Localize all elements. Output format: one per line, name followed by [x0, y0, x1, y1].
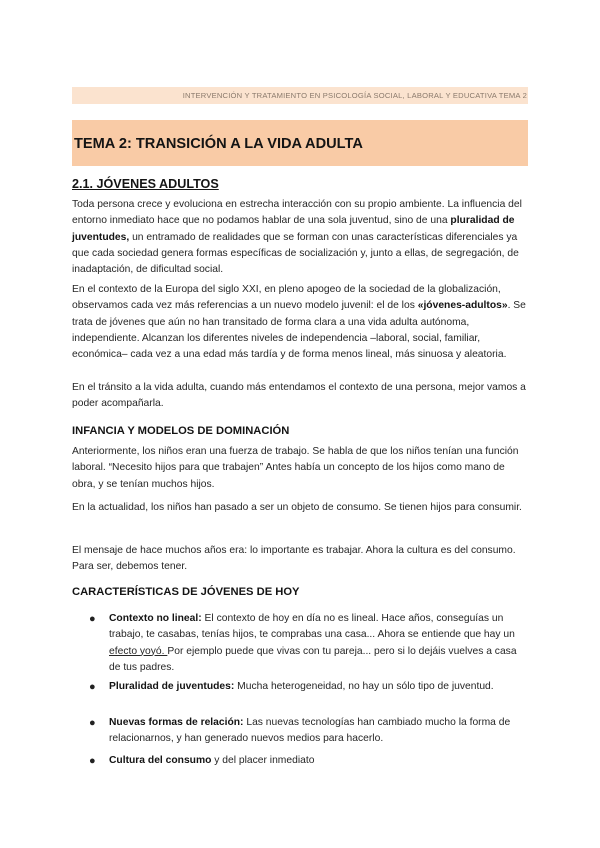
list-item-body: El contexto de hoy en día no es lineal. Hace años, conseguías un trabajo, te casabas, tenías hijos, te comprabas una casa... Ahora se entiende que hay un [109, 613, 515, 641]
list-item-text [109, 753, 525, 769]
list-item-bold: Pluralidad de juventudes: [109, 681, 235, 692]
bullet-icon: ● [89, 755, 96, 767]
infancia-paragraph-2: En la actualidad, los niños han pasado a ser un objeto de consumo. Se tienen hijos para consumir. [72, 502, 522, 513]
section-title: 2.1. JÓVENES ADULTOS [72, 177, 219, 191]
list-item-body: y del placer inmediato [211, 755, 315, 766]
caracteristicas-heading: CARACTERÍSTICAS DE JÓVENES DE HOY [72, 586, 300, 598]
running-header: INTERVENCIÓN Y TRATAMIENTO EN PSICOLOGÍA SOCIAL, LABORAL Y EDUCATIVA TEMA 2 [72, 87, 528, 104]
paragraph-text: un entramado de realidades que se forman con unas características diferenciales ya que cada sociedad genera formas específicas de socialización y, junto a ellas, de segregación, de inadaptación, de dificultad social. [72, 231, 519, 276]
list-item-body: Las nuevas tecnologías han cambiado mucho la forma de relacionarnos, y han generado nuevos medios para hacerlo. [109, 717, 511, 745]
infancia-heading: INFANCIA Y MODELOS DE DOMINACIÓN [72, 425, 290, 437]
section-paragraph-3: En el tránsito a la vida adulta, cuando más entendamos el contexto de una persona, mejor vamos a poder acompañarla. [72, 382, 526, 410]
section-paragraph-2 [72, 282, 528, 363]
paragraph-bold-term: «jóvenes-adultos» [417, 300, 508, 312]
list-item-bold: Cultura del consumo [109, 755, 212, 766]
paragraph-text: . Se trata de jóvenes que aún no han transitado de forma clara a una vida adulta autónoma, independiente. Alcanzan los diferentes niveles de independencia –laboral, social, familiar, económica– cada vez a una edad más tardía y de forma menos lineal, más sinuosa y aleatoria. [72, 300, 526, 361]
infancia-paragraph-1: Anteriormente, los niños eran una fuerza de trabajo. Se habla de que los niños tenían una función laboral. “Necesito hijos para que trabajen” Antes había un concepto de los hijos como mano de obra, y se tenían muchos hijos. [72, 446, 519, 490]
bullet-icon: ● [89, 681, 96, 693]
bullet-icon: ● [89, 613, 96, 625]
list-item-text [109, 679, 525, 695]
paragraph-bold-term: pluralidad de juventudes, [72, 215, 515, 243]
list-item-body: Por ejemplo puede que vivas con tu pareja... pero si lo dejáis vuelves a casa de tus padres. [109, 645, 517, 673]
section-paragraph-1 [72, 197, 528, 278]
list-item-underlined: efecto yoyó. [109, 645, 168, 657]
list-item-text [109, 715, 525, 748]
list-item-bold: Contexto no lineal: [109, 613, 202, 624]
bullet-icon: ● [89, 717, 96, 729]
list-item-bold: Nuevas formas de relación: [109, 717, 244, 728]
chapter-title-band [72, 120, 528, 166]
chapter-title: TEMA 2: TRANSICIÓN A LA VIDA ADULTA [74, 136, 363, 152]
list-item-body: Mucha heterogeneidad, no hay un sólo tipo de juventud. [234, 681, 494, 692]
paragraph-text: En el contexto de la Europa del siglo XXI, en pleno apogeo de la sociedad de la globalización, observamos cada vez más referencias a un nuevo modelo juvenil: el de los [72, 284, 501, 312]
list-item-text [109, 611, 525, 676]
paragraph-text: Toda persona crece y evoluciona en estrecha interacción con su propio ambiente. La influencia del entorno inmediato hace que no podamos hablar de una sola juventud, sino de una [72, 199, 522, 227]
infancia-paragraph-3: El mensaje de hace muchos años era: lo importante es trabajar. Ahora la cultura es del consumo. Para ser, debemos tener. [72, 545, 516, 573]
